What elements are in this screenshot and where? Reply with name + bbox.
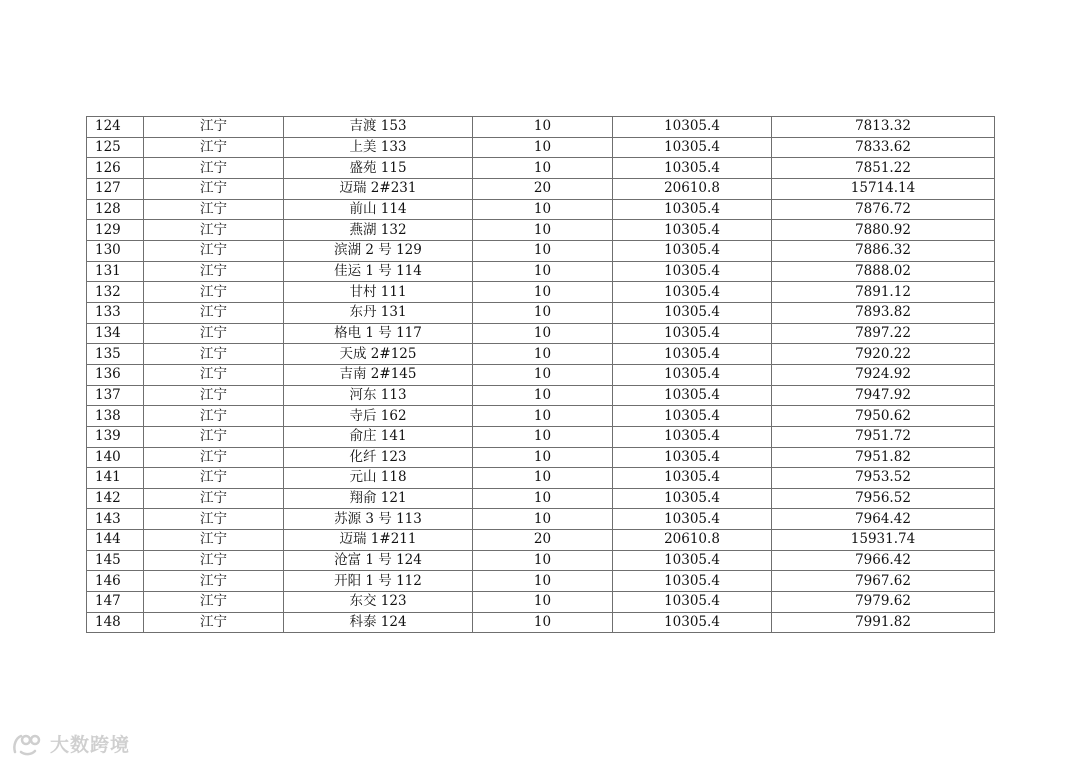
quantity-cell: 10 [473, 385, 613, 406]
capacity-cell: 10305.4 [613, 406, 772, 427]
value-cell: 7891.12 [772, 282, 995, 303]
line-name-cell: 河东 113 [284, 385, 473, 406]
line-name-cell: 迈瑞 1#211 [284, 530, 473, 551]
brand-logo-icon [12, 732, 46, 756]
table-row [87, 199, 995, 220]
row-number-cell: 130 [87, 240, 144, 261]
value-cell: 7876.72 [772, 199, 995, 220]
quantity-cell: 10 [473, 240, 613, 261]
table-row [87, 364, 995, 385]
row-number-cell: 137 [87, 385, 144, 406]
quantity-cell: 20 [473, 530, 613, 551]
line-name-cell: 吉渡 153 [284, 117, 473, 138]
capacity-cell: 10305.4 [613, 240, 772, 261]
table-row [87, 261, 995, 282]
line-name-cell: 甘村 111 [284, 282, 473, 303]
capacity-cell: 10305.4 [613, 385, 772, 406]
line-name-cell: 寺后 162 [284, 406, 473, 427]
table-row [87, 550, 995, 571]
row-number-cell: 132 [87, 282, 144, 303]
value-cell: 7966.42 [772, 550, 995, 571]
value-cell: 7979.62 [772, 592, 995, 613]
value-cell: 7967.62 [772, 571, 995, 592]
value-cell: 7888.02 [772, 261, 995, 282]
capacity-cell: 10305.4 [613, 592, 772, 613]
capacity-cell: 10305.4 [613, 344, 772, 365]
capacity-cell: 20610.8 [613, 178, 772, 199]
value-cell: 7924.92 [772, 364, 995, 385]
row-number-cell: 138 [87, 406, 144, 427]
line-name-cell: 佳运 1 号 114 [284, 261, 473, 282]
quantity-cell: 10 [473, 323, 613, 344]
line-name-cell: 上美 133 [284, 137, 473, 158]
line-name-cell: 天成 2#125 [284, 344, 473, 365]
district-cell: 江宁 [144, 344, 284, 365]
quantity-cell: 10 [473, 509, 613, 530]
district-cell: 江宁 [144, 199, 284, 220]
row-number-cell: 129 [87, 220, 144, 241]
capacity-cell: 10305.4 [613, 488, 772, 509]
table-body [87, 117, 995, 633]
district-cell: 江宁 [144, 550, 284, 571]
row-number-cell: 140 [87, 447, 144, 468]
line-name-cell: 苏源 3 号 113 [284, 509, 473, 530]
quantity-cell: 10 [473, 406, 613, 427]
value-cell: 7956.52 [772, 488, 995, 509]
district-cell: 江宁 [144, 137, 284, 158]
district-cell: 江宁 [144, 571, 284, 592]
district-cell: 江宁 [144, 530, 284, 551]
capacity-cell: 10305.4 [613, 447, 772, 468]
value-cell: 7991.82 [772, 612, 995, 633]
row-number-cell: 126 [87, 158, 144, 179]
capacity-cell: 10305.4 [613, 199, 772, 220]
value-cell: 7920.22 [772, 344, 995, 365]
quantity-cell: 10 [473, 364, 613, 385]
table-row [87, 571, 995, 592]
quantity-cell: 10 [473, 426, 613, 447]
district-cell: 江宁 [144, 488, 284, 509]
row-number-cell: 145 [87, 550, 144, 571]
table-row [87, 406, 995, 427]
line-name-cell: 俞庄 141 [284, 426, 473, 447]
district-cell: 江宁 [144, 364, 284, 385]
value-cell: 7964.42 [772, 509, 995, 530]
capacity-cell: 10305.4 [613, 323, 772, 344]
row-number-cell: 125 [87, 137, 144, 158]
district-cell: 江宁 [144, 261, 284, 282]
capacity-cell: 10305.4 [613, 261, 772, 282]
quantity-cell: 10 [473, 344, 613, 365]
quantity-cell: 10 [473, 592, 613, 613]
quantity-cell: 10 [473, 488, 613, 509]
line-name-cell: 元山 118 [284, 468, 473, 489]
capacity-cell: 10305.4 [613, 302, 772, 323]
quantity-cell: 10 [473, 612, 613, 633]
row-number-cell: 131 [87, 261, 144, 282]
quantity-cell: 10 [473, 282, 613, 303]
row-number-cell: 146 [87, 571, 144, 592]
district-cell: 江宁 [144, 240, 284, 261]
row-number-cell: 142 [87, 488, 144, 509]
table-row [87, 509, 995, 530]
district-cell: 江宁 [144, 592, 284, 613]
row-number-cell: 128 [87, 199, 144, 220]
row-number-cell: 147 [87, 592, 144, 613]
row-number-cell: 134 [87, 323, 144, 344]
line-name-cell: 吉南 2#145 [284, 364, 473, 385]
value-cell: 7893.82 [772, 302, 995, 323]
table-row [87, 385, 995, 406]
capacity-cell: 10305.4 [613, 426, 772, 447]
value-cell: 7953.52 [772, 468, 995, 489]
capacity-cell: 10305.4 [613, 117, 772, 138]
quantity-cell: 10 [473, 302, 613, 323]
capacity-cell: 20610.8 [613, 530, 772, 551]
watermark-text: 大数跨境 [50, 734, 131, 756]
table-row [87, 344, 995, 365]
value-cell: 7833.62 [772, 137, 995, 158]
quantity-cell: 10 [473, 158, 613, 179]
line-name-cell: 开阳 1 号 112 [284, 571, 473, 592]
district-cell: 江宁 [144, 282, 284, 303]
table-row [87, 468, 995, 489]
capacity-cell: 10305.4 [613, 364, 772, 385]
capacity-cell: 10305.4 [613, 509, 772, 530]
district-cell: 江宁 [144, 178, 284, 199]
district-cell: 江宁 [144, 302, 284, 323]
district-cell: 江宁 [144, 158, 284, 179]
district-cell: 江宁 [144, 385, 284, 406]
table-row [87, 592, 995, 613]
data-table [86, 116, 995, 633]
table-row [87, 530, 995, 551]
table-row [87, 426, 995, 447]
table-row [87, 302, 995, 323]
table-row [87, 117, 995, 138]
line-name-cell: 盛苑 115 [284, 158, 473, 179]
capacity-cell: 10305.4 [613, 612, 772, 633]
table-row [87, 447, 995, 468]
value-cell: 7897.22 [772, 323, 995, 344]
table-row [87, 323, 995, 344]
capacity-cell: 10305.4 [613, 468, 772, 489]
row-number-cell: 124 [87, 117, 144, 138]
table-row [87, 488, 995, 509]
capacity-cell: 10305.4 [613, 571, 772, 592]
line-name-cell: 燕湖 132 [284, 220, 473, 241]
row-number-cell: 127 [87, 178, 144, 199]
row-number-cell: 136 [87, 364, 144, 385]
line-name-cell: 化纤 123 [284, 447, 473, 468]
capacity-cell: 10305.4 [613, 137, 772, 158]
table-row [87, 612, 995, 633]
district-cell: 江宁 [144, 468, 284, 489]
line-name-cell: 迈瑞 2#231 [284, 178, 473, 199]
row-number-cell: 148 [87, 612, 144, 633]
value-cell: 7951.72 [772, 426, 995, 447]
row-number-cell: 143 [87, 509, 144, 530]
quantity-cell: 10 [473, 261, 613, 282]
quantity-cell: 10 [473, 571, 613, 592]
district-cell: 江宁 [144, 323, 284, 344]
value-cell: 7813.32 [772, 117, 995, 138]
line-name-cell: 东丹 131 [284, 302, 473, 323]
value-cell: 7880.92 [772, 220, 995, 241]
district-cell: 江宁 [144, 447, 284, 468]
row-number-cell: 141 [87, 468, 144, 489]
row-number-cell: 135 [87, 344, 144, 365]
row-number-cell: 144 [87, 530, 144, 551]
quantity-cell: 10 [473, 117, 613, 138]
table-row [87, 158, 995, 179]
line-name-cell: 翔俞 121 [284, 488, 473, 509]
value-cell: 15714.14 [772, 178, 995, 199]
district-cell: 江宁 [144, 220, 284, 241]
quantity-cell: 10 [473, 550, 613, 571]
table-row [87, 240, 995, 261]
table-row [87, 178, 995, 199]
row-number-cell: 139 [87, 426, 144, 447]
capacity-cell: 10305.4 [613, 282, 772, 303]
capacity-cell: 10305.4 [613, 220, 772, 241]
value-cell: 7951.82 [772, 447, 995, 468]
capacity-cell: 10305.4 [613, 550, 772, 571]
capacity-cell: 10305.4 [613, 158, 772, 179]
table-row [87, 282, 995, 303]
value-cell: 7851.22 [772, 158, 995, 179]
line-name-cell: 滨湖 2 号 129 [284, 240, 473, 261]
value-cell: 7947.92 [772, 385, 995, 406]
district-cell: 江宁 [144, 426, 284, 447]
quantity-cell: 10 [473, 199, 613, 220]
line-name-cell: 前山 114 [284, 199, 473, 220]
quantity-cell: 10 [473, 468, 613, 489]
quantity-cell: 10 [473, 220, 613, 241]
value-cell: 7886.32 [772, 240, 995, 261]
value-cell: 15931.74 [772, 530, 995, 551]
district-cell: 江宁 [144, 406, 284, 427]
quantity-cell: 20 [473, 178, 613, 199]
line-name-cell: 科泰 124 [284, 612, 473, 633]
value-cell: 7950.62 [772, 406, 995, 427]
table-row [87, 220, 995, 241]
district-cell: 江宁 [144, 612, 284, 633]
row-number-cell: 133 [87, 302, 144, 323]
quantity-cell: 10 [473, 447, 613, 468]
line-name-cell: 格电 1 号 117 [284, 323, 473, 344]
line-name-cell: 沧富 1 号 124 [284, 550, 473, 571]
district-cell: 江宁 [144, 509, 284, 530]
table-row [87, 137, 995, 158]
line-name-cell: 东交 123 [284, 592, 473, 613]
quantity-cell: 10 [473, 137, 613, 158]
watermark [12, 730, 130, 757]
district-cell: 江宁 [144, 117, 284, 138]
